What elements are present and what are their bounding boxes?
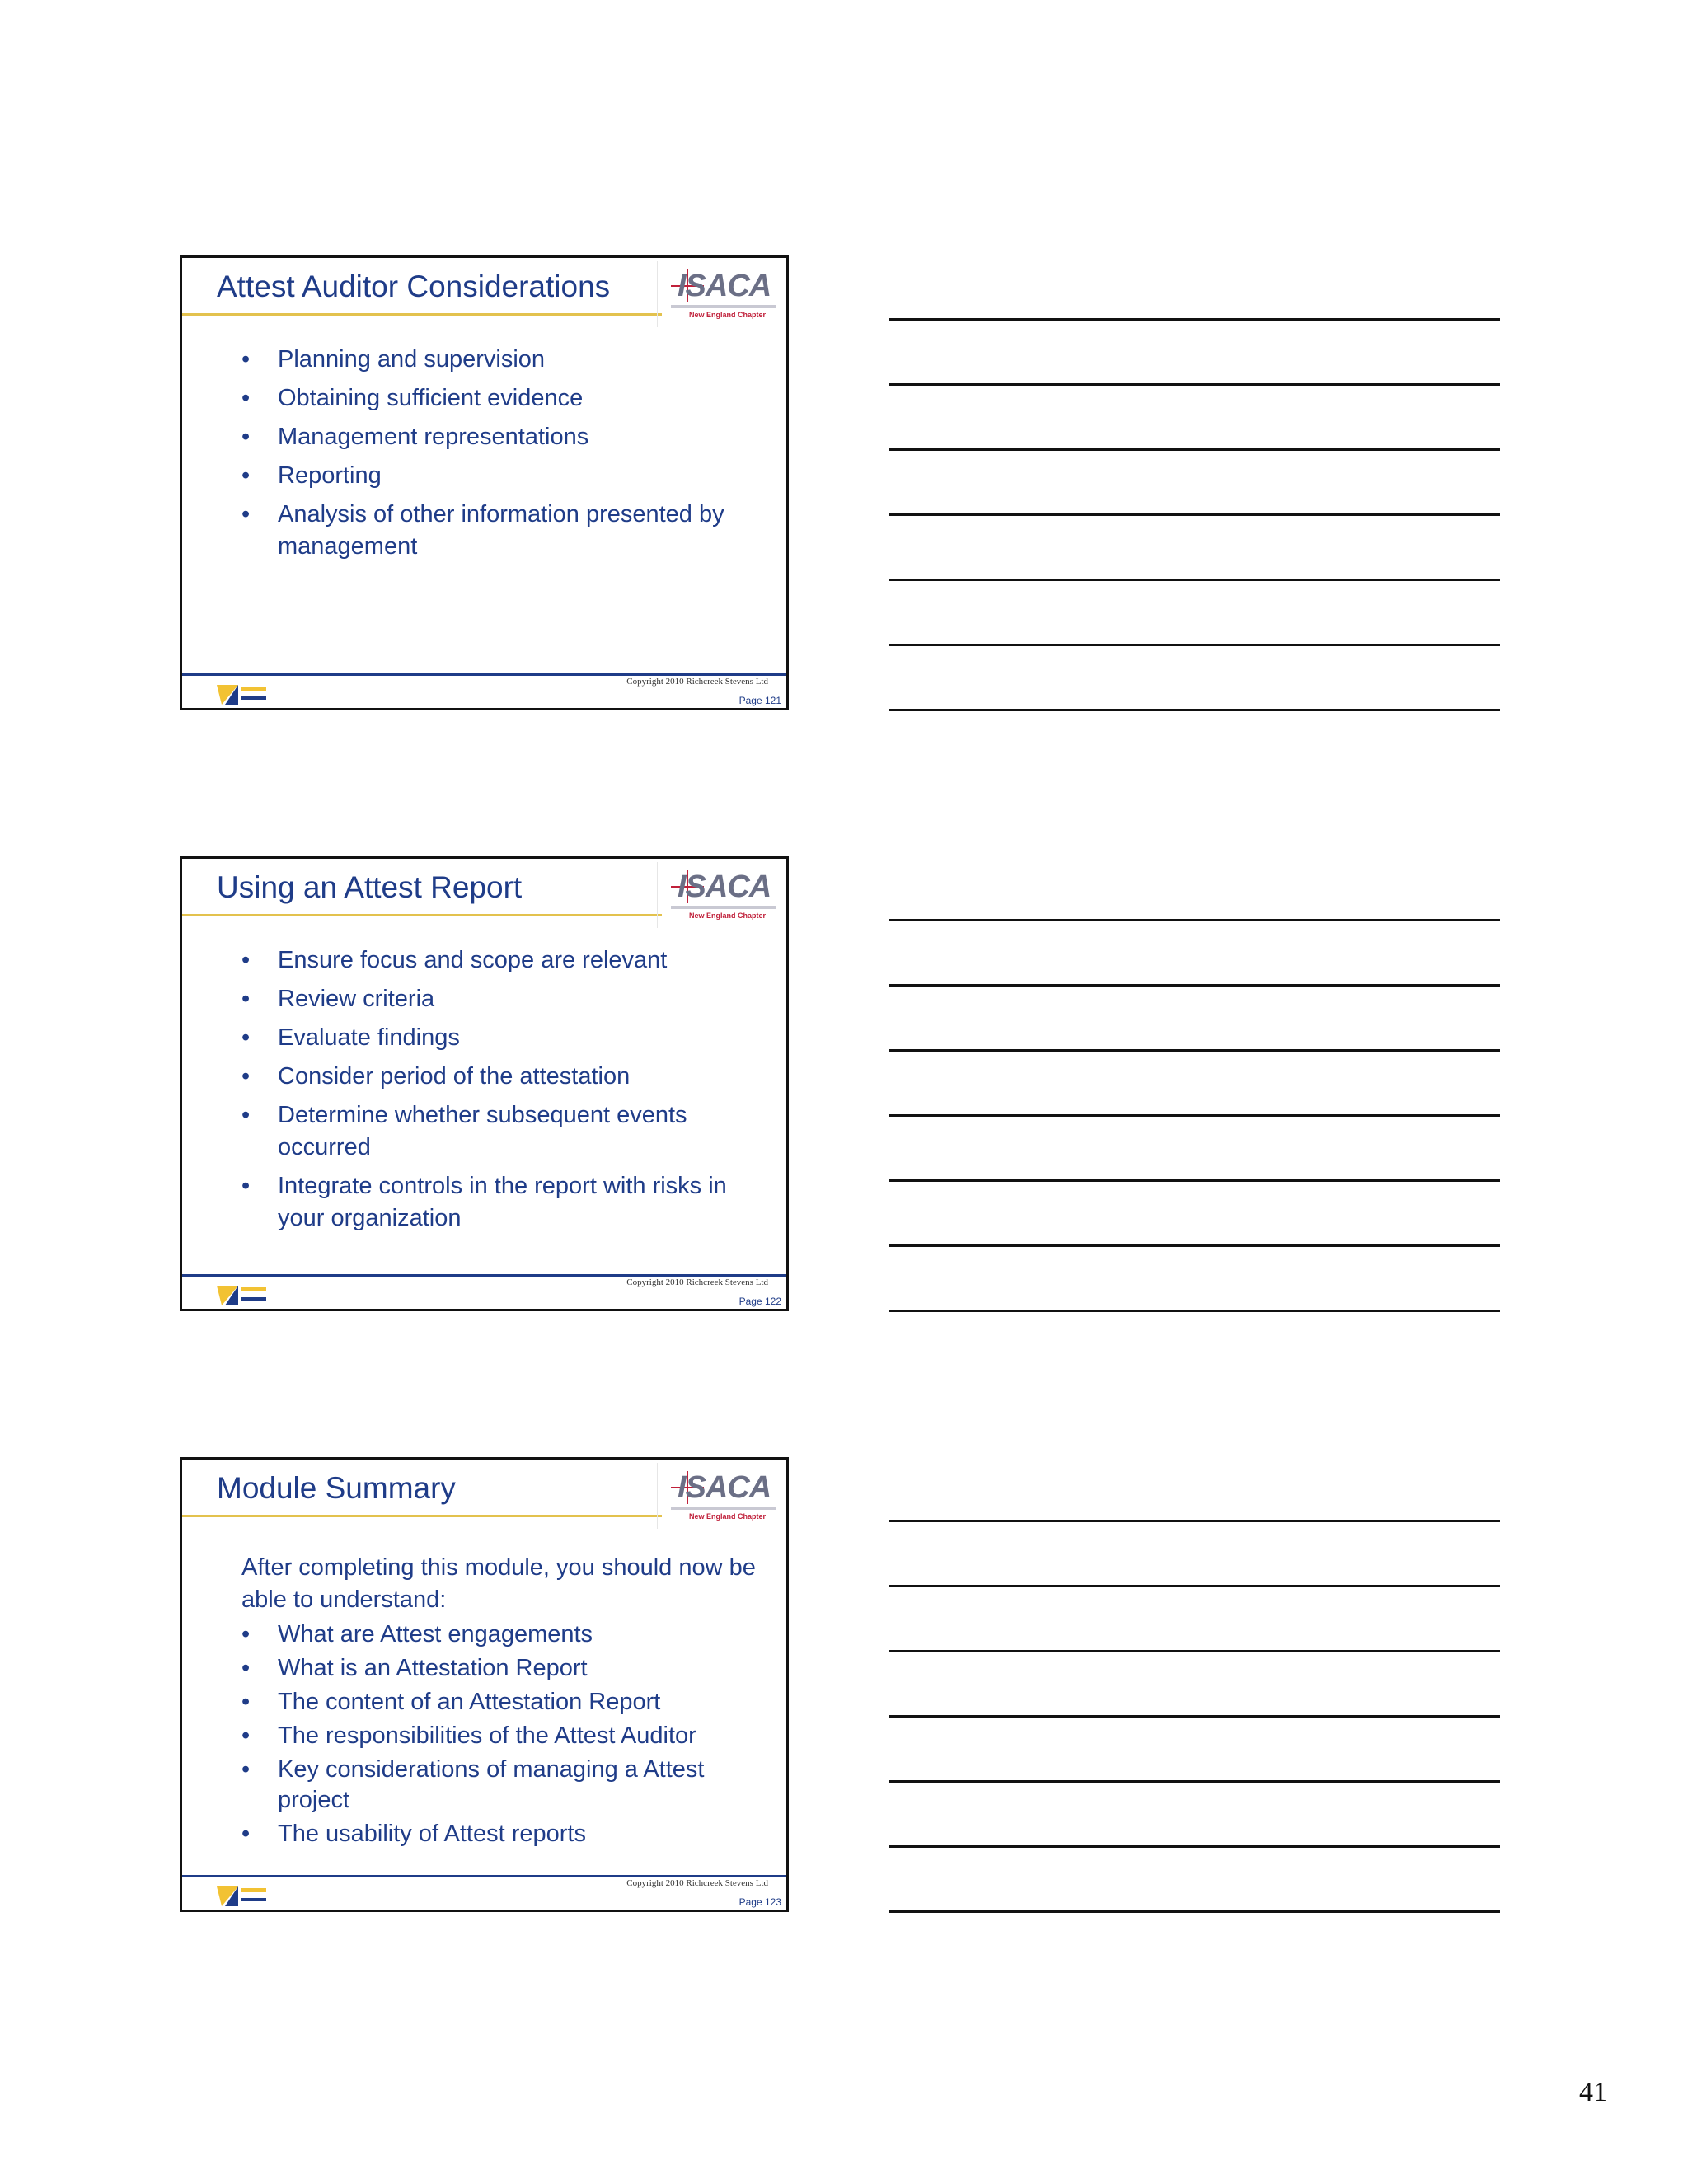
publisher-logo-icon	[215, 682, 268, 706]
slide-title: Module Summary	[217, 1471, 456, 1505]
list-item: • Integrate controls in the report with risks in your organization	[241, 1170, 769, 1235]
list-item: • Reporting	[241, 460, 769, 492]
note-line	[889, 1520, 1500, 1522]
note-line	[889, 644, 1500, 646]
note-line	[889, 984, 1500, 987]
title-underline	[182, 1515, 662, 1517]
logo-chapter: New England Chapter	[689, 1512, 767, 1521]
note-line	[889, 1244, 1500, 1247]
list-item: • Key considerations of managing a Attest project	[241, 1755, 769, 1816]
slide-123	[180, 1457, 789, 1912]
note-line	[889, 1179, 1500, 1182]
publisher-logo-icon	[215, 1282, 268, 1307]
list-item: • Consider period of the attestation	[241, 1061, 769, 1093]
note-line	[889, 1114, 1500, 1117]
publisher-logo-icon	[215, 1883, 268, 1908]
list-item: • Management representations	[241, 421, 769, 453]
logo-mark: ISACA	[678, 869, 771, 904]
slide-title: Using an Attest Report	[217, 870, 523, 904]
summary-intro	[241, 1552, 769, 1616]
note-line	[889, 1650, 1500, 1652]
note-line	[889, 709, 1500, 711]
slide-page-label: Page 121	[738, 695, 781, 706]
copyright-text: Copyright 2010 Richcreek Stevens Ltd	[626, 677, 768, 687]
footer-rule	[182, 1274, 786, 1277]
note-line	[889, 1845, 1500, 1848]
note-line	[889, 383, 1500, 386]
title-underline	[182, 313, 662, 316]
copyright-text: Copyright 2010 Richcreek Stevens Ltd	[626, 1878, 768, 1888]
note-line	[889, 1780, 1500, 1783]
note-line	[889, 1585, 1500, 1587]
copyright-text: Copyright 2010 Richcreek Stevens Ltd	[626, 1277, 768, 1287]
note-line	[889, 1715, 1500, 1718]
isaca-logo	[657, 1463, 780, 1529]
logo-mark: ISACA	[678, 1470, 771, 1505]
slide-122	[180, 856, 789, 1311]
list-item: • What is an Attestation Report	[241, 1653, 769, 1684]
note-line	[889, 579, 1500, 581]
note-line	[889, 513, 1500, 516]
isaca-logo	[657, 261, 780, 327]
isaca-logo	[657, 862, 780, 928]
logo-mark: ISACA	[678, 269, 771, 303]
summary-intro-text: After completing this module, you should now be able to understand:	[241, 1554, 756, 1613]
list-item: • Ensure focus and scope are relevant	[241, 944, 769, 977]
logo-tagline-bar	[671, 305, 776, 308]
list-item: • Analysis of other information presented by management	[241, 499, 769, 563]
note-line	[889, 919, 1500, 921]
footer-rule	[182, 1875, 786, 1877]
list-item: • The responsibilities of the Attest Auditor	[241, 1721, 769, 1751]
slide-page-label: Page 123	[738, 1896, 781, 1908]
list-item: • Review criteria	[241, 983, 769, 1015]
note-line	[889, 1310, 1500, 1312]
list-item: • The usability of Attest reports	[241, 1819, 769, 1849]
list-item: • Obtaining sufficient evidence	[241, 382, 769, 415]
logo-chapter: New England Chapter	[689, 311, 767, 319]
logo-tagline-bar	[671, 906, 776, 909]
logo-tagline-bar	[671, 1507, 776, 1510]
slide-page-label: Page 122	[738, 1296, 781, 1307]
footer-rule	[182, 673, 786, 676]
list-item: • Planning and supervision	[241, 344, 769, 376]
list-item: • Determine whether subsequent events occurred	[241, 1099, 769, 1164]
bullet-list	[241, 1619, 769, 1853]
bullet-list	[241, 344, 769, 569]
list-item: • The content of an Attestation Report	[241, 1687, 769, 1718]
bullet-list	[241, 944, 769, 1241]
title-underline	[182, 914, 662, 916]
note-line	[889, 448, 1500, 451]
logo-chapter: New England Chapter	[689, 912, 767, 920]
slide-title: Attest Auditor Considerations	[217, 269, 611, 303]
list-item: • Evaluate findings	[241, 1022, 769, 1054]
page-number: 41	[1579, 2077, 1607, 2107]
note-line	[889, 318, 1500, 321]
list-item: • What are Attest engagements	[241, 1619, 769, 1650]
note-line	[889, 1910, 1500, 1913]
note-line	[889, 1049, 1500, 1052]
slide-121	[180, 255, 789, 710]
